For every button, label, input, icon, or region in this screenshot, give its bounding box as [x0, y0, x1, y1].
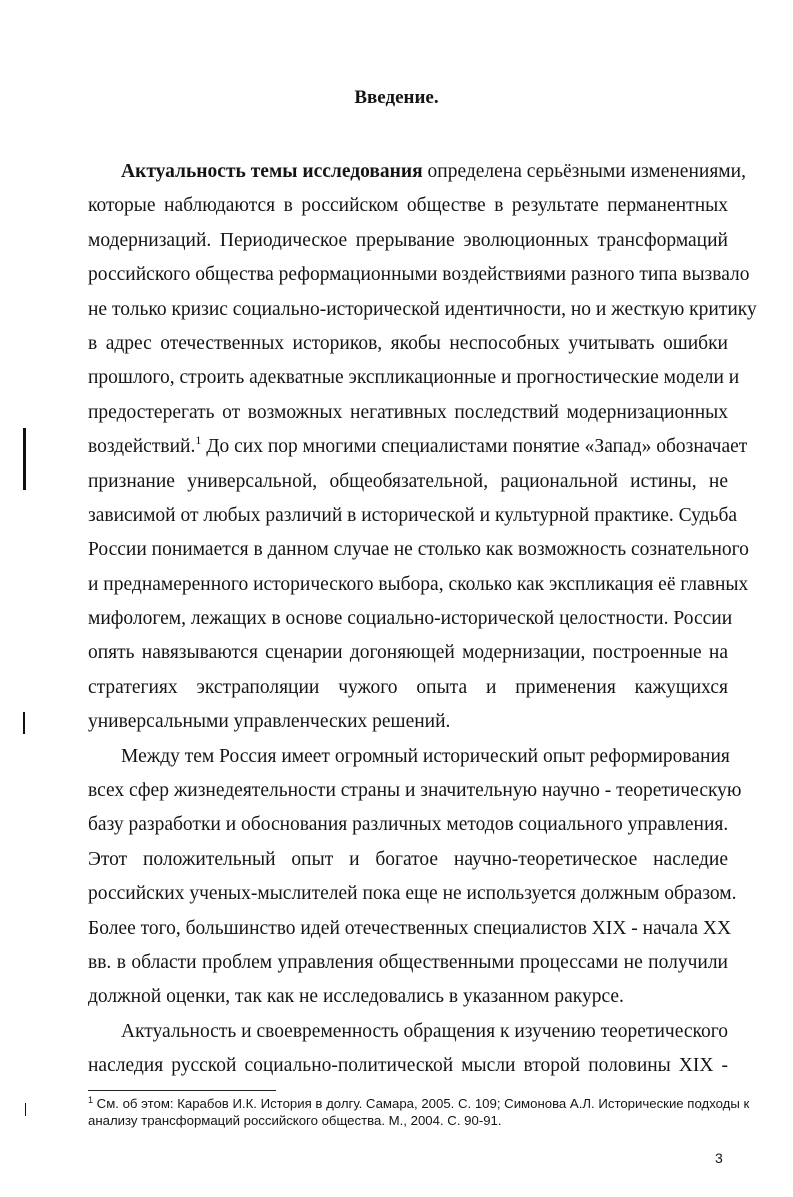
- text-line: универсальными управленческих решений.: [88, 711, 451, 733]
- text-line: Этот положительный опыт и богатое научно-теоретическое наследие: [88, 848, 728, 870]
- text-line: опять навязываются сценарии догоняющей модернизации, построенные на: [88, 642, 728, 664]
- footnote-divider: [88, 1090, 276, 1091]
- text-line: не только кризис социально-исторической идентичности, но и жесткую критику: [88, 298, 757, 320]
- text-line: мифологем, лежащих в основе социально-исторической целостности. России: [88, 608, 733, 630]
- text-line: и преднамеренного исторического выбора, сколько как экспликация её главных: [88, 573, 749, 595]
- text-line: в адрес отечественных историков, якобы неспособных учитывать ошибки: [88, 332, 728, 354]
- text-line: зависимой от любых различий в исторической и культурной практике. Судьба: [88, 504, 738, 526]
- text-line: наследия русской социально-политической мысли второй половины XIX -: [88, 1055, 728, 1077]
- text-line: базу разработки и обоснования различных методов социального управления.: [88, 814, 729, 836]
- text-line: российского общества реформационными воздействиями разного типа вызвало: [88, 264, 750, 286]
- text-line: признание универсальной, общеобязательной, рациональной истины, не: [88, 470, 728, 492]
- text-line: России понимается в данном случае не столько как возможность сознательного: [88, 539, 749, 561]
- text-line: прошлого, строить адекватные экспликационные и прогностические модели и: [88, 367, 740, 389]
- text-line: модернизаций. Периодическое прерывание эволюционных трансформаций: [88, 229, 728, 251]
- page-number: 3: [715, 1150, 723, 1166]
- bold-lead: Актуальность темы исследования: [121, 161, 423, 182]
- text-line: вв. в области проблем управления общественными процессами не получили: [88, 951, 728, 973]
- page-title: Введение.: [354, 87, 439, 108]
- text-line: стратегиях экстраполяции чужого опыта и применения кажущихся: [88, 676, 728, 698]
- text-line: Между тем Россия имеет огромный исторический опыт реформирования: [121, 745, 730, 767]
- text-line: Актуальность и своевременность обращения к изучению теоретического: [121, 1020, 728, 1042]
- text-line: российских ученых-мыслителей пока еще не используется должным образом.: [88, 883, 737, 905]
- scan-mark: [23, 428, 26, 490]
- footnote-line: анализу трансформаций российского общества. М., 2004. С. 90-91.: [88, 1112, 502, 1128]
- text-line: предостерегать от возможных негативных последствий модернизационных: [88, 401, 728, 423]
- footnote: [88, 1095, 750, 1129]
- text-line: должной оценки, так как не исследовались в указанном ракурсе.: [88, 986, 624, 1008]
- scan-mark: [25, 1103, 26, 1116]
- footnote-number: 1: [88, 1095, 94, 1105]
- body-text: [88, 155, 757, 1084]
- footnote-line: $^1$ См. об этом: Карабов И.К. История в долгу. Самара, 2005. С. 109; Симонова А.Л. Исторические подходы к: [88, 1095, 750, 1111]
- text-line: воздействий.$^1$ До сих пор многими специалистами понятие «Запад» обозначает: [88, 433, 748, 458]
- text-line: Более того, большинство идей отечественных специалистов XIX - начала XX: [88, 917, 732, 939]
- scan-mark: [23, 712, 25, 734]
- footnote-marker[interactable]: 1: [195, 433, 202, 448]
- text-line: всех сфер жизнедеятельности страны и значительную научно - теоретическую: [88, 780, 742, 802]
- text-line: Актуальность темы исследования определена серьёзными изменениями,: [121, 161, 746, 182]
- text-line: которые наблюдаются в российском обществе в результате перманентных: [88, 195, 728, 217]
